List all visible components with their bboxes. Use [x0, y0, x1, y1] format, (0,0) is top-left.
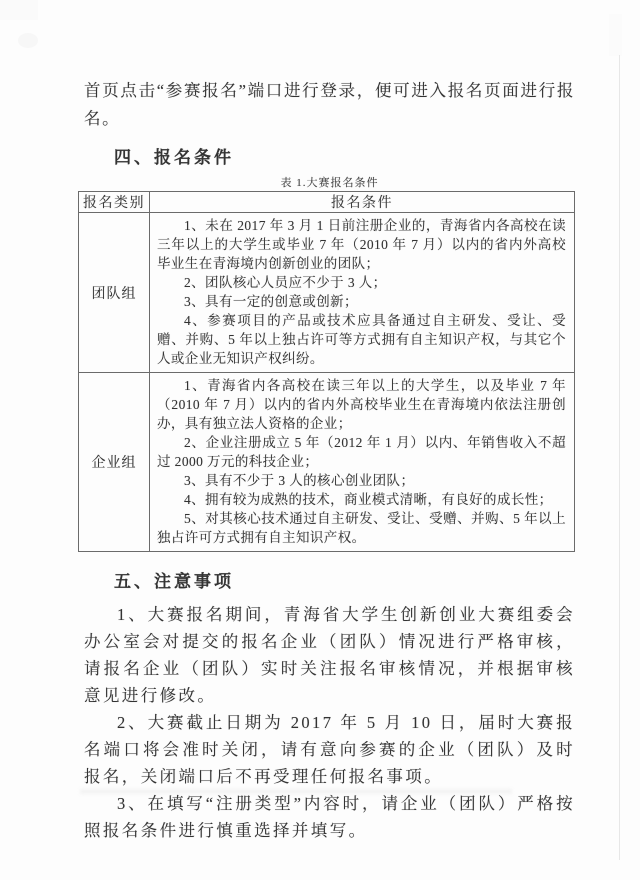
page-edge-scan-line — [619, 55, 620, 860]
category-cell-enterprise: 企业组 — [79, 373, 150, 552]
list-item: 4、拥有较为成熟的技术，商业模式清晰，有良好的成长性； — [184, 492, 553, 507]
document-content — [84, 77, 575, 844]
table-row-enterprise-group — [79, 373, 575, 552]
intro-paragraph: 首页点击“参赛报名”端口进行登录，便可进入报名页面进行报名。 — [84, 81, 575, 128]
list-item: 2、企业注册成立 5 年（2012 年 1 月）以内、年销售收入不超过 2000 万元的科技企业； — [157, 435, 566, 469]
list-item: 3、具有不少于 3 人的核心创业团队； — [184, 473, 415, 488]
category-cell-team: 团队组 — [79, 213, 150, 373]
registration-conditions-table — [78, 191, 575, 552]
list-item: 1、未在 2017 年 3 月 1 日前注册企业的，青海省内各高校在读三年以上的大学生或毕业 7 年（2010 年 7 月）以内的省内外高校毕业生在青海境内创新创业的团队； — [157, 218, 566, 271]
table-header-row — [79, 192, 575, 213]
list-item: 3、具有一定的创意或创新； — [184, 294, 358, 309]
column-header-category: 报名类别 — [79, 192, 150, 213]
list-item: 1、大赛报名期间，青海省大学生创新创业大赛组委会办公室会对提交的报名企业（团队）情况进行严格审核，请报名企业（团队）实时关注报名审核情况，并根据审核意见进行修改。 — [84, 605, 575, 705]
column-header-conditions: 报名条件 — [150, 192, 575, 213]
list-item: 3、在填写“注册类型”内容时，请企业（团队）严格按照报名条件进行慎重选择并填写。 — [84, 794, 575, 840]
list-item: 1、青海省内各高校在读三年以上的大学生，以及毕业 7 年（2010 年 7 月）以内的省内外高校毕业生在青海境内依法注册创办，具有独立法人资格的企业； — [157, 378, 566, 431]
conditions-cell-team — [150, 213, 575, 373]
section-heading-registration-conditions: 四、报名条件 — [114, 148, 234, 167]
list-item: 2、团队核心人员应不少于 3 人； — [184, 275, 387, 290]
scan-artifact-top-left — [0, 0, 38, 20]
table-caption: 表 1.大赛报名条件 — [280, 177, 379, 189]
list-item: 4、参赛项目的产品或技术应具备通过自主研发、受让、受赠、并购、5 年以上独占许可等方式拥有自主知识产权，与其它个人或企业无知识产权纠纷。 — [157, 313, 566, 366]
table-row-team-group — [79, 213, 575, 373]
scan-artifact-top-right — [609, 14, 622, 56]
list-item: 2、大赛截止日期为 2017 年 5 月 10 日，届时大赛报名端口将会准时关闭，请有意向参赛的企业（团队）及时报名，关闭端口后不再受理任何报名事项。 — [84, 713, 575, 786]
section-heading-notes: 五、注意事项 — [114, 572, 234, 591]
list-item: 5、对其核心技术通过自主研发、受让、受赠、并购、5 年以上独占许可方式拥有自主知识产权。 — [157, 511, 566, 545]
notes-list — [84, 601, 575, 844]
conditions-cell-enterprise — [150, 373, 575, 552]
scan-artifact-blob — [18, 33, 38, 48]
